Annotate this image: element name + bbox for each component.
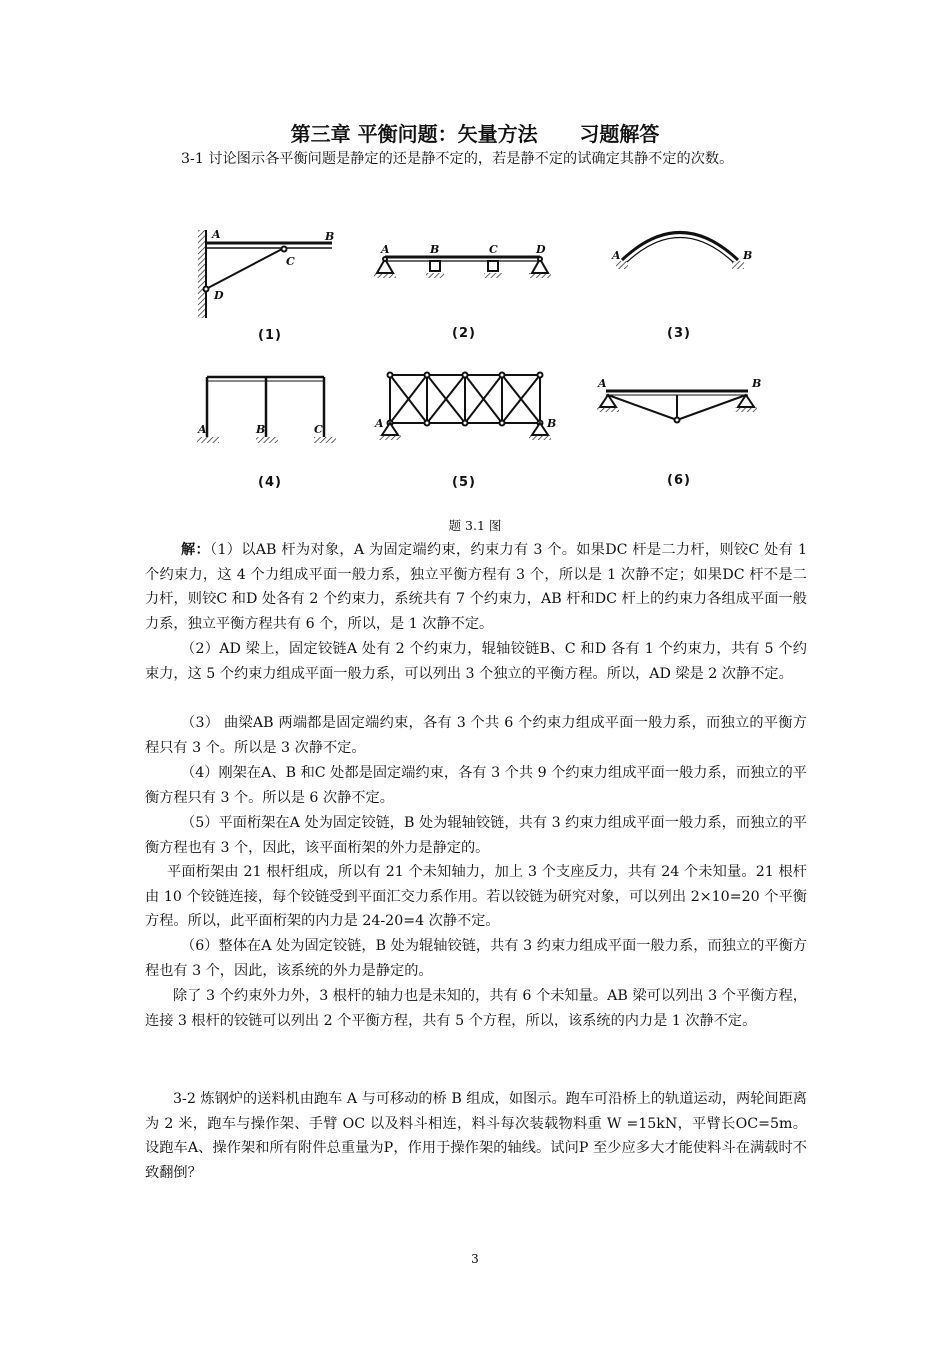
solution-paragraph-2: （2）AD 梁上，固定铰链A 处有 2 个约束力，辊轴铰链B、C 和D 各有 1 个约束力，共有 5 个约束力，这 5 个约束力组成平面一般力系，可以列出 3 个独立的平衡方程。所以，AD 梁是 2 次静不定。 [145, 641, 807, 682]
solution-lead: 解： [181, 542, 211, 558]
figure-label-1: (1) [258, 328, 282, 343]
figure-label-6: (6) [667, 473, 691, 488]
page-number: 3 [471, 1252, 479, 1266]
label-2-C: C [489, 243, 498, 256]
diagram-1 [198, 230, 335, 318]
solution-paragraph-3: （3） 曲梁AB 两端都是固定端约束，各有 3 个共 6 个约束力组成平面一般力系，而独立的平衡方程只有 3 个。所以是 3 次静不定。 [145, 715, 807, 756]
label-5-A: A [375, 417, 384, 430]
label-6-B: B [752, 377, 762, 390]
label-1-A: A [212, 228, 221, 241]
problem-3-1-statement: 3-1 讨论图示各平衡问题是静定的还是静不定的，若是静不定的试确定其静不定的次数。 [181, 151, 734, 167]
diagram-2 [374, 257, 551, 278]
label-1-B: B [325, 230, 335, 243]
problem-figure [180, 215, 780, 525]
diagram-6 [597, 391, 757, 423]
solution-paragraph-6: 平面桁架由 21 根杆组成，所以有 21 个未知轴力，加上 3 个支座反力，共有 24 个未知量。21 根杆由 10 个铰链连接，每个铰链受到平面汇交力系作用。若以铰链为研究对象，可以列出 2×10=20 个平衡方程。所以，此平面桁架的内力是 24-20=4 次静不定。 [145, 864, 807, 930]
figure-label-3: (3) [667, 326, 691, 341]
figure-label-2: (2) [452, 326, 476, 341]
problem-3-2-statement: 3-2 炼钢炉的送料机由跑车 A 与可移动的桥 B 组成，如图示。跑车可沿桥上的轨道运动，两轮间距离为 2 米，跑车与操作架、手臂 OC 以及料斗相连，料斗每次装载物料重 W =15kN，平臂长OC=5m。设跑车A、操作架和所有附件总重量为P，作用于操作架的轴线。试问P 至少应多大才能使料斗在满载时不致翻倒？ [145, 1091, 807, 1181]
label-5-B: B [547, 417, 557, 430]
label-1-D: D [214, 289, 224, 302]
diagram-3 [616, 233, 744, 270]
figure-label-5: (5) [452, 475, 476, 490]
label-4-C: C [314, 423, 323, 436]
label-6-A: A [598, 377, 607, 390]
solution-paragraph-7: （6）整体在A 处为固定铰链，B 处为辊轴铰链，共有 3 约束力组成平面一般力系，而独立的平衡方程也有 3 个，因此，该系统的外力是静定的。 [145, 938, 807, 979]
label-3-A: A [612, 249, 621, 262]
label-2-B: B [430, 243, 440, 256]
figure-caption: 题 3.1 图 [448, 518, 502, 533]
label-1-C: C [286, 255, 295, 268]
solution-paragraph-5: （5）平面桁架在A 处为固定铰链，B 处为辊轴铰链，共有 3 约束力组成平面一般力系，而独立的平衡方程也有 3 个，因此，该平面桁架的外力是静定的。 [145, 815, 807, 856]
chapter-title: 第三章 平衡问题：矢量方法 习题解答 [290, 122, 660, 146]
label-3-B: B [743, 249, 753, 262]
solution-paragraph-8: 除了 3 个约束外力外，3 根杆的轴力也是未知的，共有 6 个未知量。AB 梁可以列出 3 个平衡方程，连接 3 根杆的铰链可以列出 2 个平衡方程，共有 5 个方程，所以，该系统的内力是 1 次静不定。 [145, 988, 807, 1029]
solution-paragraph-4: （4）刚架在A、B 和C 处都是固定端约束，各有 3 个共 9 个约束力组成平面一般力系，而独立的平衡方程只有 3 个。所以是 6 次静不定。 [145, 765, 807, 806]
label-4-A: A [198, 423, 207, 436]
solution-1-text: （1）以AB 杆为对象，A 为固定端约束，约束力有 3 个。如果DC 杆是二力杆，则铰C 处有 1 个约束力，这 4 个力组成平面一般力系，独立平衡方程有 3 个，所以是 1 次静不定；如果DC 杆不是二力杆，则铰C 和D 处各有 2 个约束力，系统共有 7 个约束力，AB 杆和DC 杆上的约束力各组成平面一般力系，独立平衡方程共有 6 个，所以，是 1 次静不定。 [145, 542, 807, 632]
label-4-B: B [256, 423, 266, 436]
diagram-5 [379, 373, 551, 441]
label-2-D: D [536, 243, 546, 256]
figure-label-4: (4) [258, 475, 282, 490]
solution-paragraph-1 [145, 538, 807, 636]
label-2-A: A [381, 243, 390, 256]
